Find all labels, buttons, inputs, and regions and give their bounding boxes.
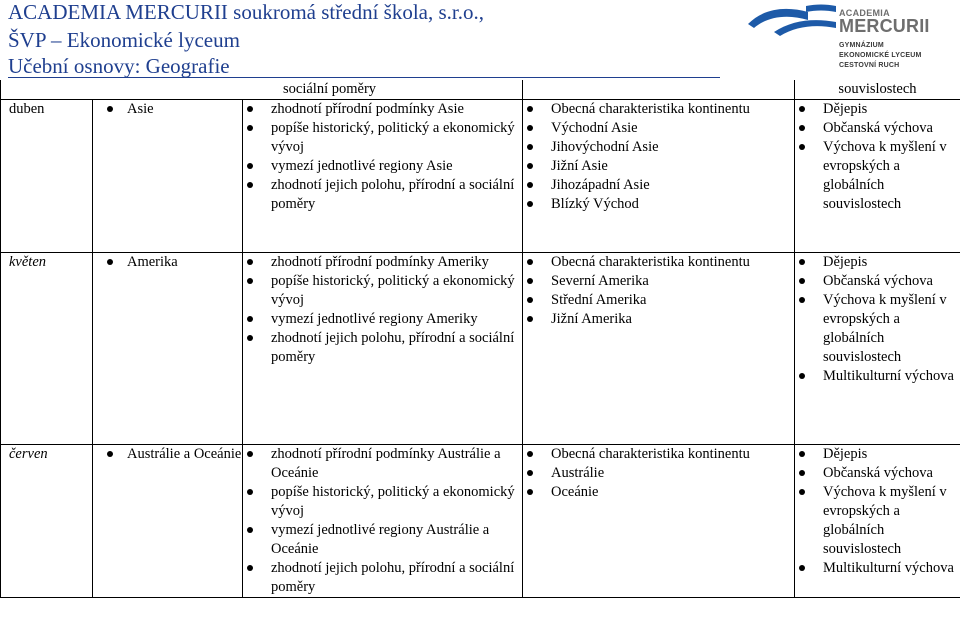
list-item: popíše historický, politický a ekonomický vývoj [243, 483, 522, 521]
continuation-link: souvislostech [838, 81, 917, 97]
list-item: Obecná charakteristika kontinentu [523, 253, 794, 272]
logo-subtitle-1: GYMNÁZIUM [839, 42, 884, 49]
list-item: Občanská výchova [795, 272, 960, 291]
list-item: Asie [93, 100, 242, 119]
list-item: popíše historický, politický a ekonomický vývoj [243, 272, 522, 310]
list-item: Obecná charakteristika kontinentu [523, 100, 794, 119]
month-cell: květen [9, 254, 47, 270]
list-item: Severní Amerika [523, 272, 794, 291]
document-title: Učební osnovy: Geografie [8, 55, 720, 78]
list-item: Oceánie [523, 483, 794, 502]
links-list [795, 445, 960, 578]
list-item: Dějepis [795, 253, 960, 272]
list-item: Jižní Asie [523, 157, 794, 176]
page-header [0, 0, 960, 80]
list-item: Jižní Amerika [523, 310, 794, 329]
list-item: Austrálie [523, 464, 794, 483]
list-item: Střední Amerika [523, 291, 794, 310]
list-item: zhodnotí přírodní podmínky Ameriky [243, 253, 522, 272]
month-cell: duben [9, 101, 45, 117]
logo-subtitle-2: EKONOMICKÉ LYCEUM [839, 52, 922, 59]
logo-wave-icon [746, 2, 838, 38]
list-item: zhodnotí přírodní podmínky Asie [243, 100, 522, 119]
links-list [795, 100, 960, 214]
outcomes-list [243, 445, 522, 597]
table-row [1, 445, 960, 598]
program-name: ŠVP – Ekonomické lyceum [8, 28, 240, 52]
logo-text-big: MERCURII [839, 16, 930, 36]
list-item: Občanská výchova [795, 119, 960, 138]
syllabus-table [0, 80, 960, 598]
list-item: Dějepis [795, 445, 960, 464]
list-item: Jihovýchodní Asie [523, 138, 794, 157]
list-item: zhodnotí jejich polohu, přírodní a sociální poměry [243, 559, 522, 597]
list-item: Výchova k myšlení v evropských a globálních souvislostech [795, 291, 960, 367]
outcomes-list [243, 100, 522, 214]
list-item: vymezí jednotlivé regiony Austrálie a Oceánie [243, 521, 522, 559]
table-row [1, 100, 960, 253]
list-item: Občanská výchova [795, 464, 960, 483]
list-item: Výchova k myšlení v evropských a globálních souvislostech [795, 138, 960, 214]
list-item: Východní Asie [523, 119, 794, 138]
topic-list [93, 100, 242, 119]
list-item: vymezí jednotlivé regiony Ameriky [243, 310, 522, 329]
list-item: zhodnotí jejich polohu, přírodní a sociální poměry [243, 176, 522, 214]
links-list [795, 253, 960, 386]
table-row-continuation [1, 80, 960, 100]
list-item: zhodnotí přírodní podmínky Austrálie a Oceánie [243, 445, 522, 483]
continuation-outcome: sociální poměry [283, 81, 377, 97]
logo-subtitle-3: CESTOVNÍ RUCH [839, 62, 900, 69]
list-item: Amerika [93, 253, 242, 272]
content-list [523, 445, 794, 502]
syllabus-table-wrapper [0, 80, 960, 635]
school-name: ACADEMIA MERCURII soukromá střední škola, s.r.o., [8, 0, 484, 24]
topic-list [93, 253, 242, 272]
month-cell: červen [9, 446, 48, 462]
school-logo [746, 2, 956, 76]
content-list [523, 100, 794, 214]
list-item: Blízký Východ [523, 195, 794, 214]
list-item: Austrálie a Oceánie [93, 445, 242, 464]
list-item: zhodnotí jejich polohu, přírodní a sociální poměry [243, 329, 522, 367]
topic-list [93, 445, 242, 464]
list-item: Multikulturní výchova [795, 559, 960, 578]
list-item: Obecná charakteristika kontinentu [523, 445, 794, 464]
list-item: Jihozápadní Asie [523, 176, 794, 195]
list-item: vymezí jednotlivé regiony Asie [243, 157, 522, 176]
table-row [1, 253, 960, 445]
list-item: Multikulturní výchova [795, 367, 960, 386]
logo-text-small: ACADEMIA [839, 8, 890, 18]
list-item: Výchova k myšlení v evropských a globálních souvislostech [795, 483, 960, 559]
content-list [523, 253, 794, 329]
outcomes-list [243, 253, 522, 367]
list-item: Dějepis [795, 100, 960, 119]
list-item: popíše historický, politický a ekonomický vývoj [243, 119, 522, 157]
